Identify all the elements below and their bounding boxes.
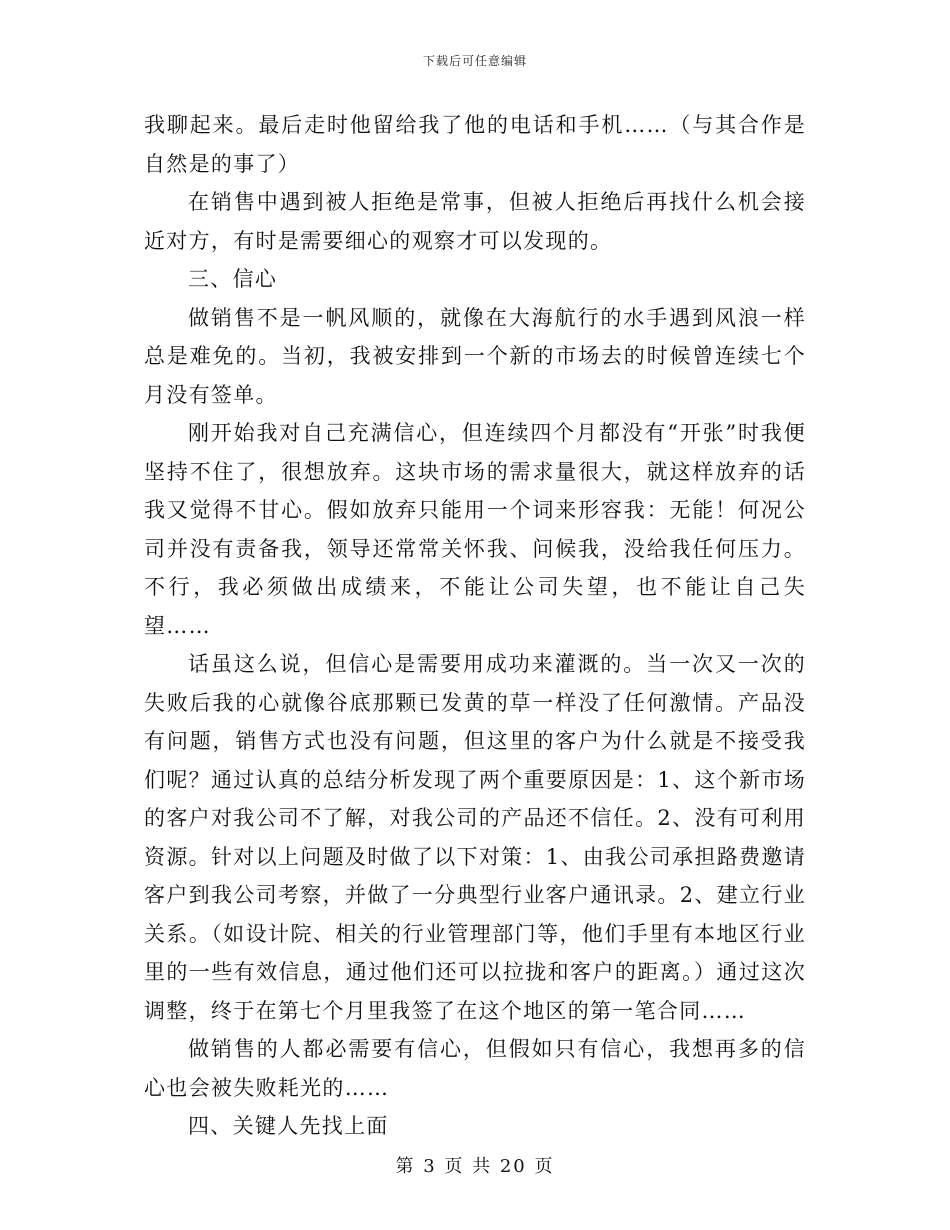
document-body [144, 106, 806, 1146]
paragraph-new-market: 做销售不是一帆风顺的，就像在大海航行的水手遇到风浪一样总是难免的。当初，我被安排到一个新的市场去的时候曾连续七个月没有签单。 [144, 305, 806, 407]
section-heading-confidence: 三、信心 [188, 267, 278, 291]
paragraph-persistence: 刚开始我对自己充满信心，但连续四个月都没有“开张”时我便坚持不住了，很想放弃。这块市场的需求量很大，就这样放弃的话我又觉得不甘心。假如放弃只能用一个词来形容我：无能！何况公司并没有责备我，领导还常常关怀我、问候我，没给我任何压力。不行，我必须做出成绩来，不能让公司失望，也不能让自己失望…… [144, 421, 806, 638]
page-number: 第 3 页 共 20 页 [395, 1156, 555, 1177]
paragraph-analysis: 话虽这么说，但信心是需要用成功来灌溉的。当一次又一次的失败后我的心就像谷底那颗已发黄的草一样没了任何激情。产品没有问题，销售方式也没有问题，但这里的客户为什么就是不接受我们呢？通过认真的总结分析发现了两个重要原因是：1、这个新市场的客户对我公司不了解，对我公司的产品还不信任。2、没有可利用资源。针对以上问题及时做了以下对策：1、由我公司承担路费邀请客户到我公司考察，并做了一分典型行业客户通讯录。2、建立行业关系。（如设计院、相关的行业管理部门等，他们手里有本地区行业里的一些有效信息，通过他们还可以拉拢和客户的距离。）通过这次调整，终于在第七个月里我签了在这个地区的第一笔合同…… [144, 652, 806, 1023]
paragraph-confidence-summary: 做销售的人都必需要有信心，但假如只有信心，我想再多的信心也会被失败耗光的…… [144, 1037, 806, 1100]
page-header-note: 下载后可任意编辑 [422, 54, 527, 68]
section-heading-key-person: 四、关键人先找上面 [188, 1114, 389, 1138]
paragraph-continuation: 我聊起来。最后走时他留给我了他的电话和手机……（与其合作是自然是的事了） [144, 113, 806, 176]
paragraph-rejection: 在销售中遇到被人拒绝是常事，但被人拒绝后再找什么机会接近对方，有时是需要细心的观察才可以发现的。 [144, 190, 806, 253]
